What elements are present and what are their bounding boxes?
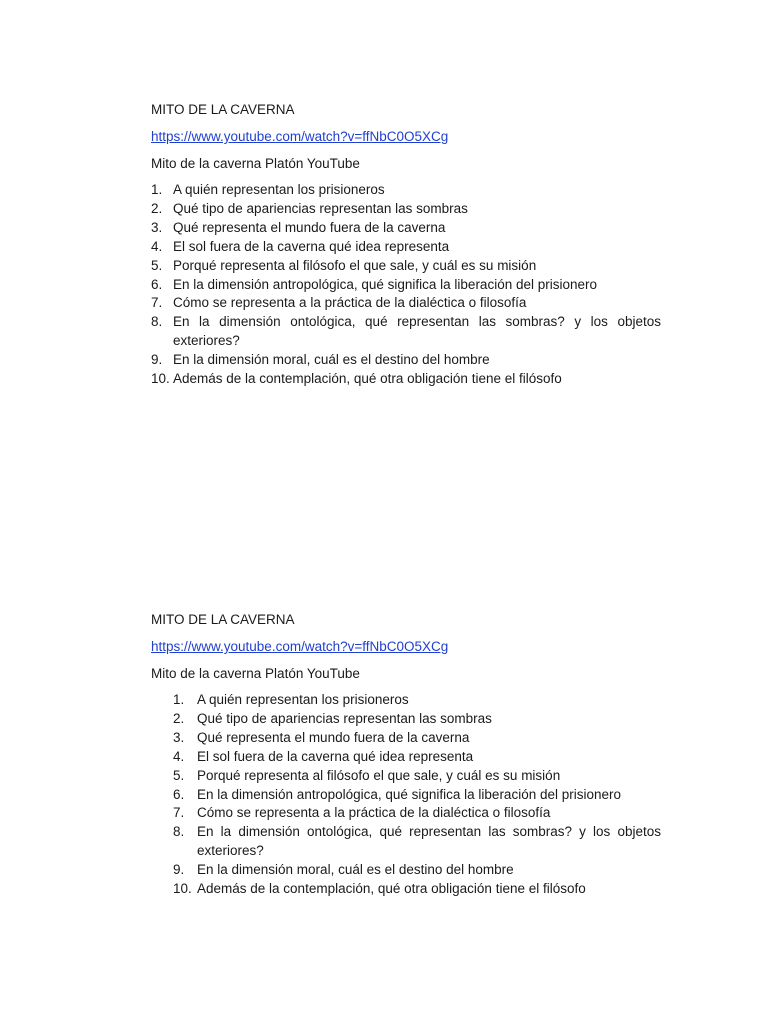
item-text: Porqué representa al filósofo el que sale, y cuál es su misión [173, 257, 537, 273]
list-item [151, 219, 661, 238]
document-section-1 [151, 100, 661, 389]
item-text: Cómo se representa a la práctica de la dialéctica o filosofía [173, 295, 527, 311]
item-text: Además de la contemplación, qué otra obligación tiene el filósofo [197, 881, 586, 897]
question-list [151, 181, 661, 389]
item-number: 1. [173, 692, 185, 707]
list-item [151, 351, 661, 370]
item-number: 1. [151, 182, 163, 197]
item-text: Qué tipo de apariencias representan las sombras [197, 710, 492, 726]
item-number: 5. [173, 767, 185, 783]
item-text: Qué tipo de apariencias representan las sombras [173, 200, 468, 216]
item-number: 10. [173, 881, 192, 897]
list-item [173, 748, 661, 767]
list-item [151, 200, 661, 219]
list-item [151, 257, 661, 276]
question-list [173, 691, 661, 899]
document-subtitle: Mito de la caverna Platón YouTube [151, 156, 360, 171]
item-text: En la dimensión antropológica, qué significa la liberación del prisionero [173, 276, 598, 292]
document-subtitle: Mito de la caverna Platón YouTube [151, 666, 360, 681]
list-item [151, 370, 661, 389]
item-number: 3. [151, 219, 163, 235]
item-text: El sol fuera de la caverna qué idea representa [173, 238, 450, 254]
list-item [151, 313, 661, 351]
item-number: 3. [173, 729, 185, 745]
youtube-link[interactable]: https://www.youtube.com/watch?v=ffNbC0O5XCg [151, 639, 449, 654]
item-text: En la dimensión moral, cuál es el destino del hombre [173, 352, 490, 368]
item-text: Qué representa el mundo fuera de la caverna [173, 219, 446, 235]
list-item [173, 710, 661, 729]
item-number: 6. [173, 786, 185, 802]
list-item [173, 861, 661, 880]
item-number: 9. [151, 352, 163, 368]
list-item [173, 880, 661, 899]
list-item [173, 691, 661, 710]
item-text: El sol fuera de la caverna qué idea representa [197, 748, 474, 764]
item-number: 8. [173, 824, 185, 840]
item-number: 7. [151, 295, 163, 311]
item-number: 9. [173, 862, 185, 878]
item-number: 2. [151, 200, 163, 216]
document-section-2 [151, 610, 661, 899]
list-item [151, 238, 661, 257]
item-text: Además de la contemplación, qué otra obligación tiene el filósofo [173, 371, 562, 387]
item-text: Qué representa el mundo fuera de la caverna [197, 729, 470, 745]
list-item [151, 181, 661, 200]
item-number: 4. [151, 238, 163, 254]
youtube-link[interactable]: https://www.youtube.com/watch?v=ffNbC0O5XCg [151, 129, 449, 144]
item-number: 4. [173, 748, 185, 764]
document-title: MITO DE LA CAVERNA [151, 102, 295, 117]
item-number: 6. [151, 276, 163, 292]
item-text: A quién representan los prisioneros [173, 182, 385, 197]
list-item [173, 729, 661, 748]
item-number: 7. [173, 805, 185, 821]
list-item [173, 786, 661, 805]
item-number: 8. [151, 314, 163, 330]
item-text: Porqué representa al filósofo el que sale, y cuál es su misión [197, 767, 561, 783]
list-item [173, 767, 661, 786]
list-item [151, 276, 661, 295]
item-text: En la dimensión moral, cuál es el destino del hombre [197, 862, 514, 878]
document-title: MITO DE LA CAVERNA [151, 612, 295, 627]
item-number: 10. [151, 371, 170, 387]
item-number: 2. [173, 710, 185, 726]
list-item [151, 294, 661, 313]
item-text: En la dimensión ontológica, qué representan las sombras? y los objetos exteriores? [197, 824, 661, 859]
list-item [173, 804, 661, 823]
item-number: 5. [151, 257, 163, 273]
list-item [173, 823, 661, 861]
item-text: Cómo se representa a la práctica de la dialéctica o filosofía [197, 805, 551, 821]
item-text: En la dimensión ontológica, qué representan las sombras? y los objetos exteriores? [173, 314, 661, 349]
item-text: A quién representan los prisioneros [197, 692, 409, 707]
item-text: En la dimensión antropológica, qué significa la liberación del prisionero [197, 786, 622, 802]
